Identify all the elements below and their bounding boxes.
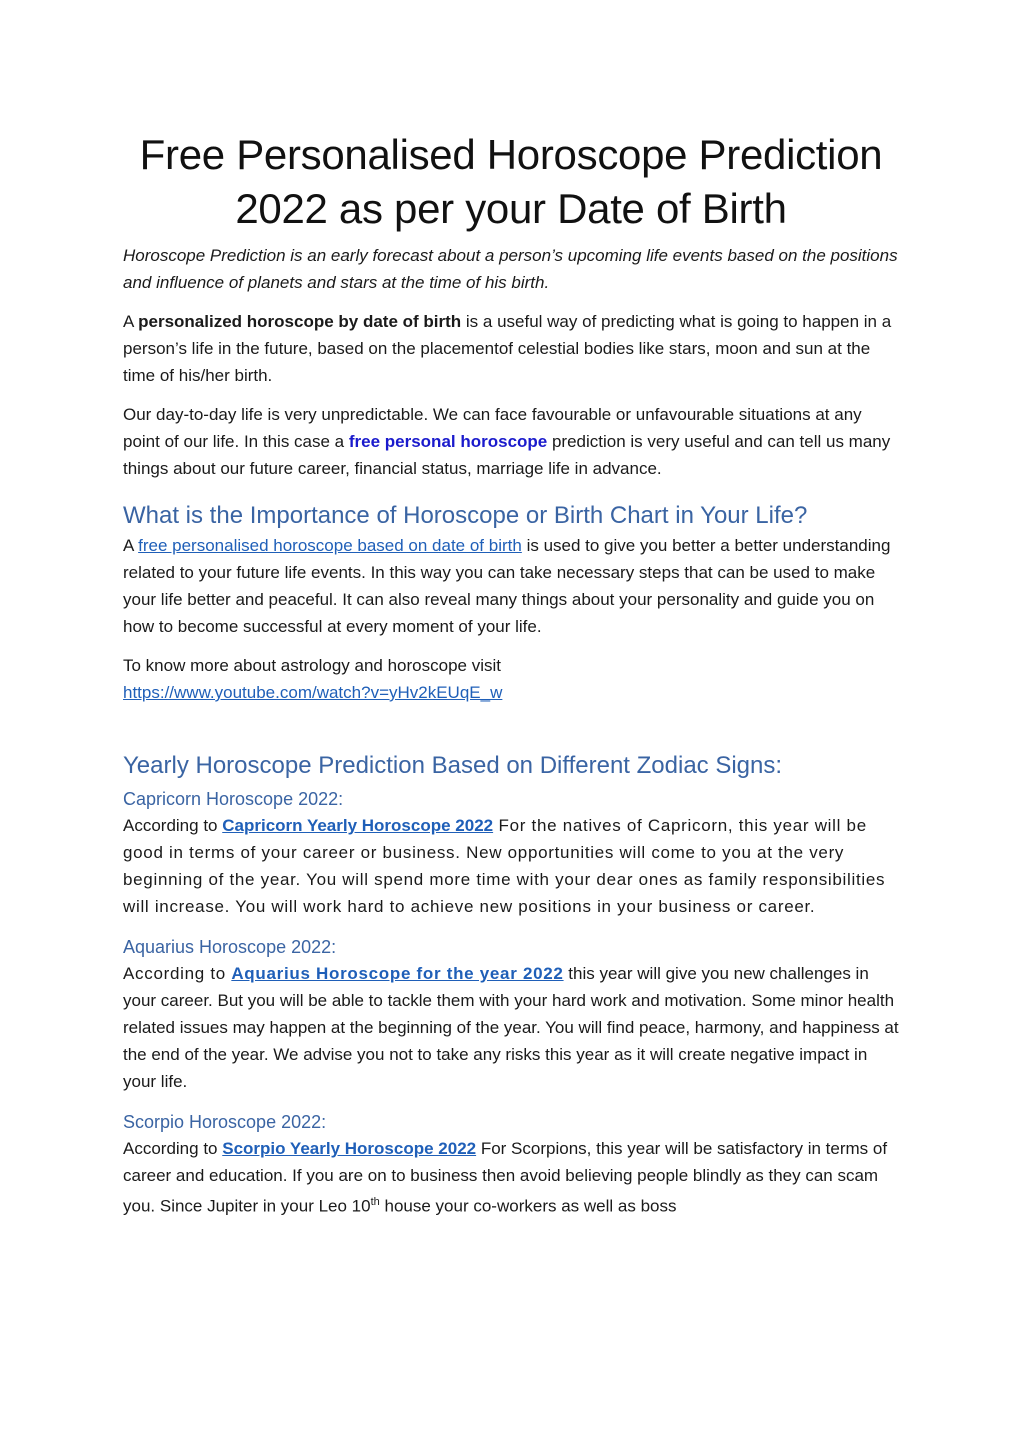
capricorn-yearly-link[interactable]: Capricorn Yearly Horoscope 2022: [222, 816, 494, 835]
paragraph-visit: [123, 652, 899, 706]
spacer: [123, 706, 899, 750]
scorpio-yearly-link[interactable]: Scorpio Yearly Horoscope 2022: [222, 1139, 477, 1158]
title-line-2: 2022 as per your Date of Birth: [235, 185, 787, 232]
p1-bold-phrase: personalized horoscope by date of birth: [138, 312, 462, 331]
section-heading-importance: What is the Importance of Horoscope or Birth Chart in Your Life?: [123, 502, 808, 529]
p2-prefix: Our day-to-day life is very unpredictable. We can face favourable or unfavourable situations at any point of our life. In this case a: [123, 405, 862, 451]
paragraph-unpredictable: [123, 401, 899, 482]
scorpio-heading: Scorpio Horoscope 2022:: [123, 1112, 327, 1132]
page-title: [123, 128, 899, 236]
p2-suffix: prediction is very useful and can tell us many things about our future career, financial status, marriage life in advance.: [123, 432, 891, 478]
visit-text: To know more about astrology and horoscope visit: [123, 656, 501, 675]
paragraph-personalized: [123, 308, 899, 389]
aquarius-heading: Aquarius Horoscope 2022:: [123, 937, 337, 957]
horoscope-date-of-birth-link[interactable]: free personalised horoscope based on date of birth: [138, 536, 522, 555]
aquarius-paragraph: [123, 960, 899, 1095]
aquarius-suffix: this year will give you new challenges in your career. But you will be able to tackle them with your hard work and motivation. Some minor health related issues may happen at the beginning of the year. You will find peace, harmony, and happiness at the end of the year. We advise you not to take any risks this year as it will create negative impact in your life.: [123, 964, 899, 1091]
superscript-th: th: [370, 1196, 380, 1208]
aquarius-prefix: According to: [123, 964, 232, 983]
p1-prefix: A: [123, 312, 139, 331]
capricorn-paragraph: [123, 812, 899, 920]
section-heading-yearly: Yearly Horoscope Prediction Based on Different Zodiac Signs:: [123, 752, 783, 779]
document-content: [123, 128, 899, 1220]
scorpio-paragraph: [123, 1135, 899, 1220]
s1-prefix: A: [123, 536, 139, 555]
paragraph-importance: [123, 532, 899, 640]
s1-suffix: is used to give you better a better understanding related to your future life events. In this way you can take necessary steps that can be used to make your life better and peaceful. It can also reveal many things about your personality and guide you on how to become successful at every moment of your life.: [123, 536, 891, 636]
title-line-1: Free Personalised Horoscope Prediction: [139, 131, 883, 178]
capricorn-prefix: According to: [123, 816, 223, 835]
scorpio-suffix: house your co-workers as well as boss: [379, 1196, 677, 1216]
scorpio-middle: For Scorpions, this year will be satisfactory in terms of career and education. If you are on to business then avoid believing people blindly as they can scam you. Since Jupiter in your Leo 10: [123, 1139, 888, 1216]
capricorn-suffix: For the natives of Capricorn, this year will be good in terms of your career or business. New opportunities will come to you at the very beginning of the year. You will spend more time with your dear ones as family responsibilities will increase. You will work hard to achieve new positions in your business or career.: [123, 816, 886, 916]
capricorn-heading: Capricorn Horoscope 2022:: [123, 789, 344, 809]
scorpio-prefix: According to: [123, 1139, 223, 1158]
intro-paragraph: Horoscope Prediction is an early forecast about a person’s upcoming life events based on the positions and influence of planets and stars at the time of his birth.: [123, 246, 898, 292]
aquarius-yearly-link[interactable]: Aquarius Horoscope for the year 2022: [231, 964, 564, 983]
p2-bold-phrase: free personal horoscope: [348, 432, 548, 451]
youtube-link[interactable]: https://www.youtube.com/watch?v=yHv2kEUqE_w: [123, 683, 503, 702]
p1-suffix: is a useful way of predicting what is going to happen in a person’s life in the future, based on the placementof celestial bodies like stars, moon and sun at the time of his/her birth.: [123, 312, 892, 385]
